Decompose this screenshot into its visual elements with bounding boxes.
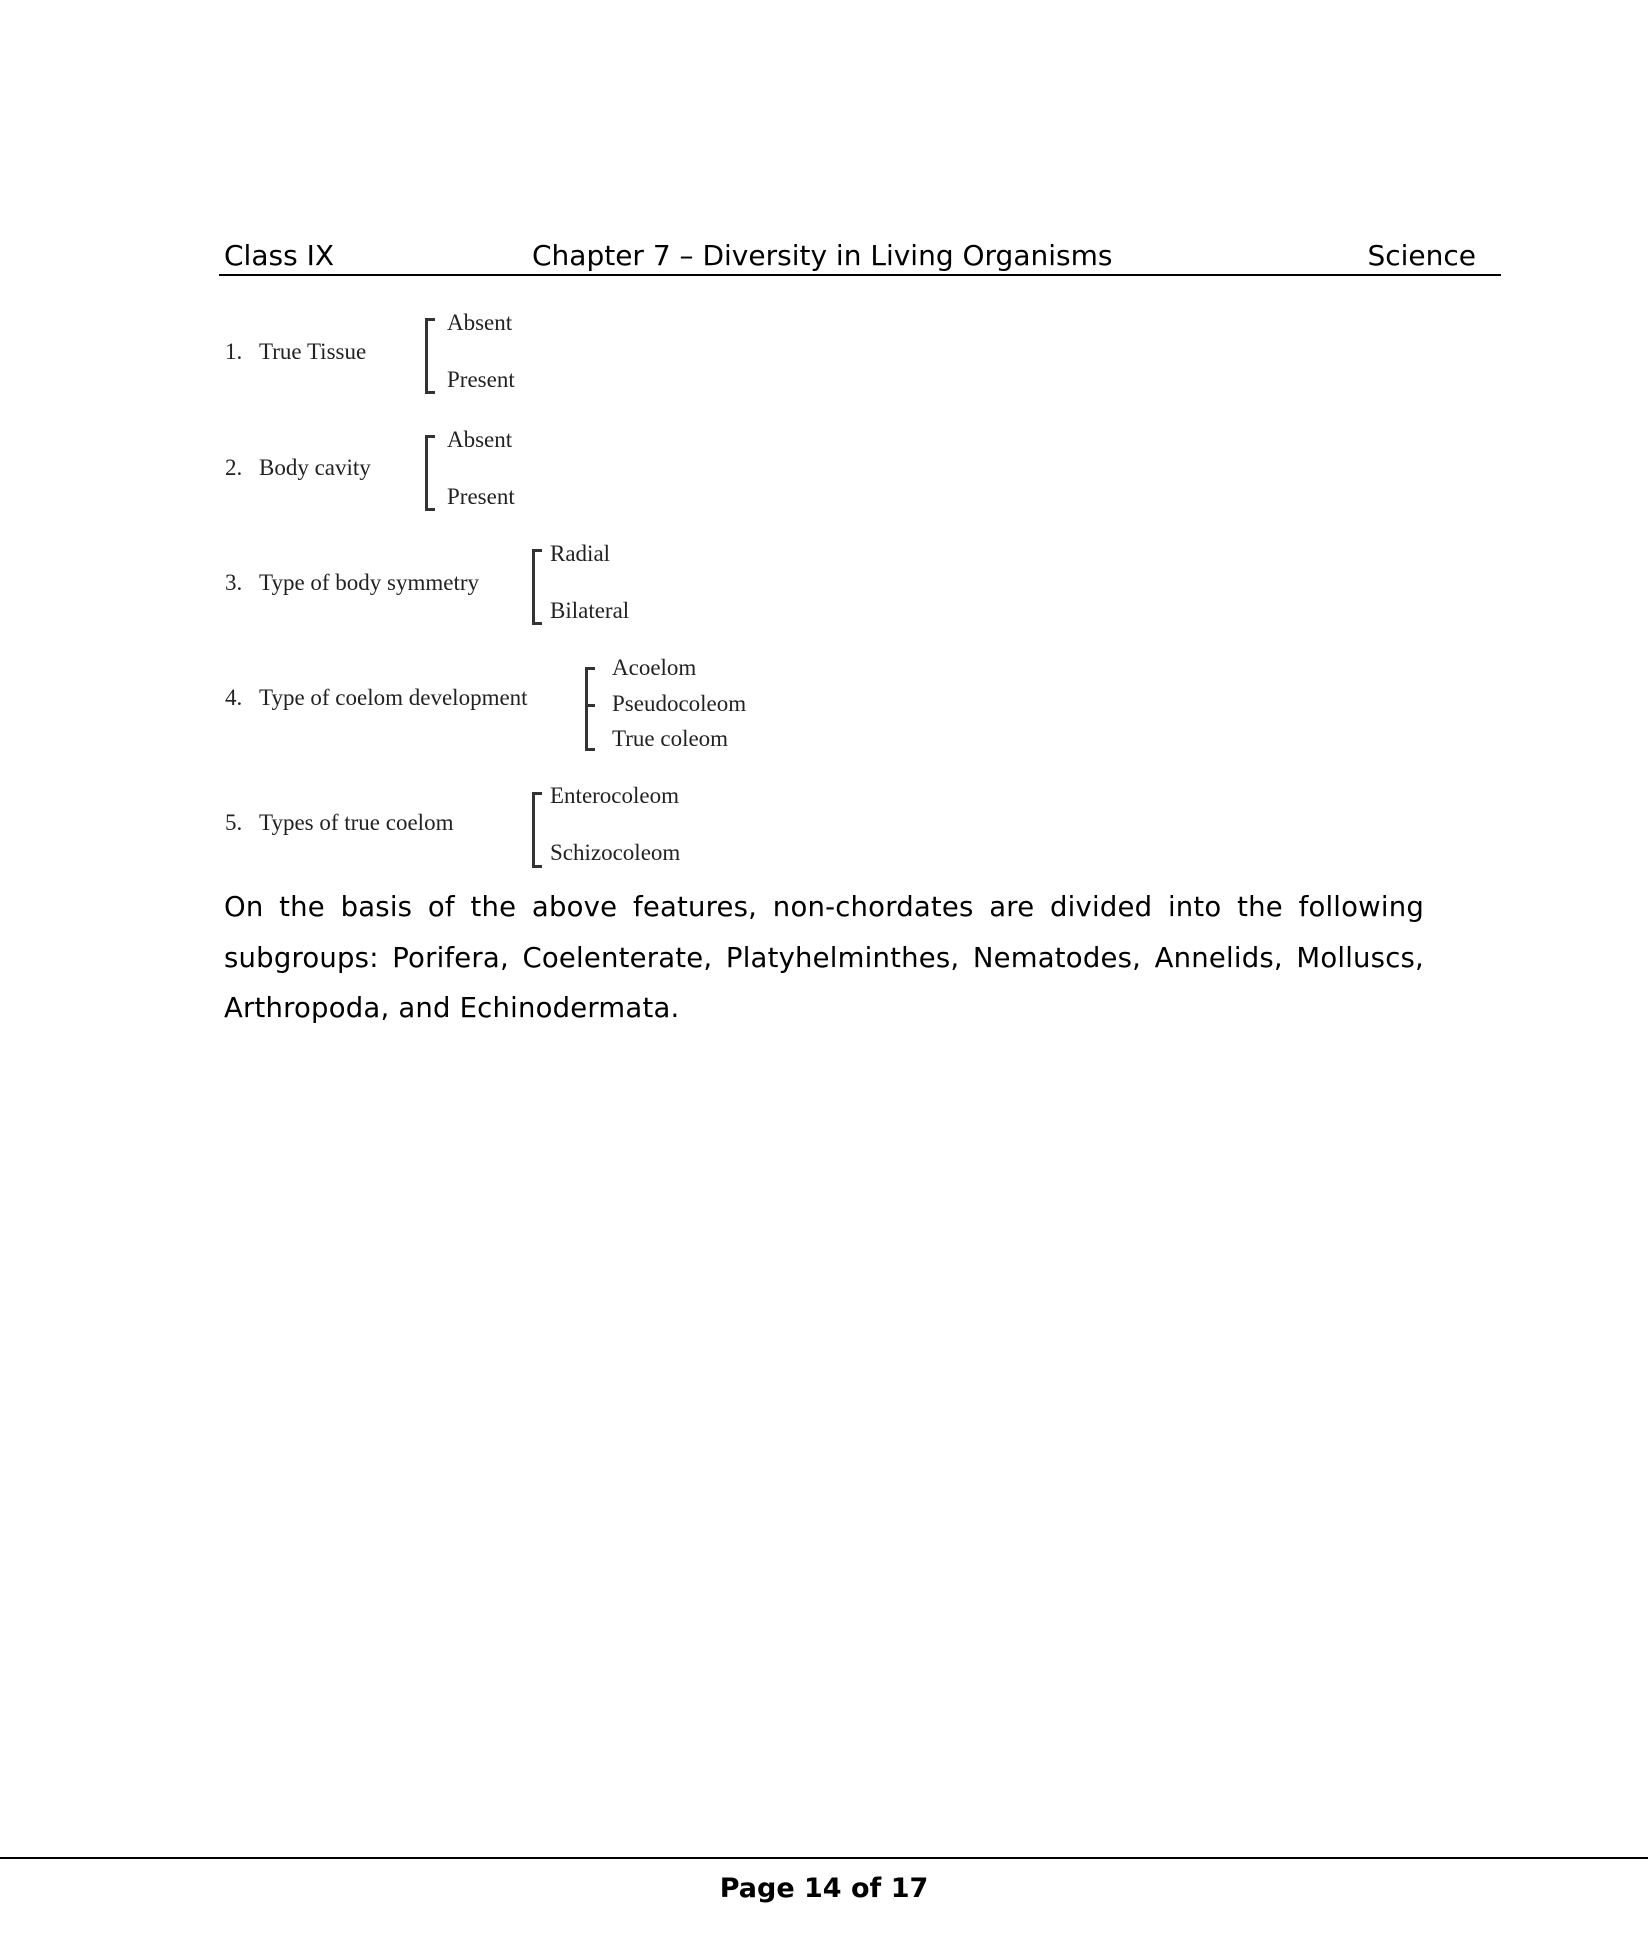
feature-option: Absent xyxy=(447,427,513,452)
feature-option: Radial xyxy=(550,541,611,566)
feature-option: Present xyxy=(447,484,515,509)
feature-number: 1. xyxy=(225,339,243,364)
class-label: Class IX xyxy=(224,239,335,272)
feature-number: 2. xyxy=(225,455,243,480)
bracket xyxy=(532,792,542,868)
feature-option: Acoelom xyxy=(612,655,697,680)
feature-option: Schizocoleom xyxy=(550,840,681,865)
page-header xyxy=(219,238,1501,276)
chapter-title: Chapter 7 – Diversity in Living Organisms xyxy=(532,239,1113,272)
footer-divider xyxy=(0,1857,1648,1859)
bracket-middle-tick xyxy=(585,704,595,707)
bracket xyxy=(425,435,435,511)
feature-option: Enterocoleom xyxy=(550,783,680,808)
feature-option: Absent xyxy=(447,310,513,335)
feature-label: Types of true coelom xyxy=(259,810,454,835)
feature-number: 5. xyxy=(225,810,243,835)
feature-option: True coleom xyxy=(612,726,729,751)
feature-number: 4. xyxy=(225,685,243,710)
bracket xyxy=(585,667,595,751)
bracket xyxy=(425,318,435,394)
subject-label: Science xyxy=(1367,239,1476,272)
feature-option: Present xyxy=(447,367,515,392)
feature-label: Type of coelom development xyxy=(259,685,528,710)
feature-label: Type of body symmetry xyxy=(259,570,480,595)
feature-number: 3. xyxy=(225,570,243,595)
bracket xyxy=(532,549,542,625)
page-number: Page 14 of 17 xyxy=(719,1873,929,1904)
feature-option: Bilateral xyxy=(550,598,630,623)
summary-paragraph: On the basis of the above features, non-chordates are divided into the following subgroups: Porifera, Coelenterate, Platyhelminthes, Nematodes, Annelids, Molluscs, Arthropoda, and Echinodermata. xyxy=(224,891,1424,1024)
feature-label: True Tissue xyxy=(259,339,367,364)
feature-option: Pseudocoleom xyxy=(612,691,747,716)
feature-label: Body cavity xyxy=(259,455,371,480)
